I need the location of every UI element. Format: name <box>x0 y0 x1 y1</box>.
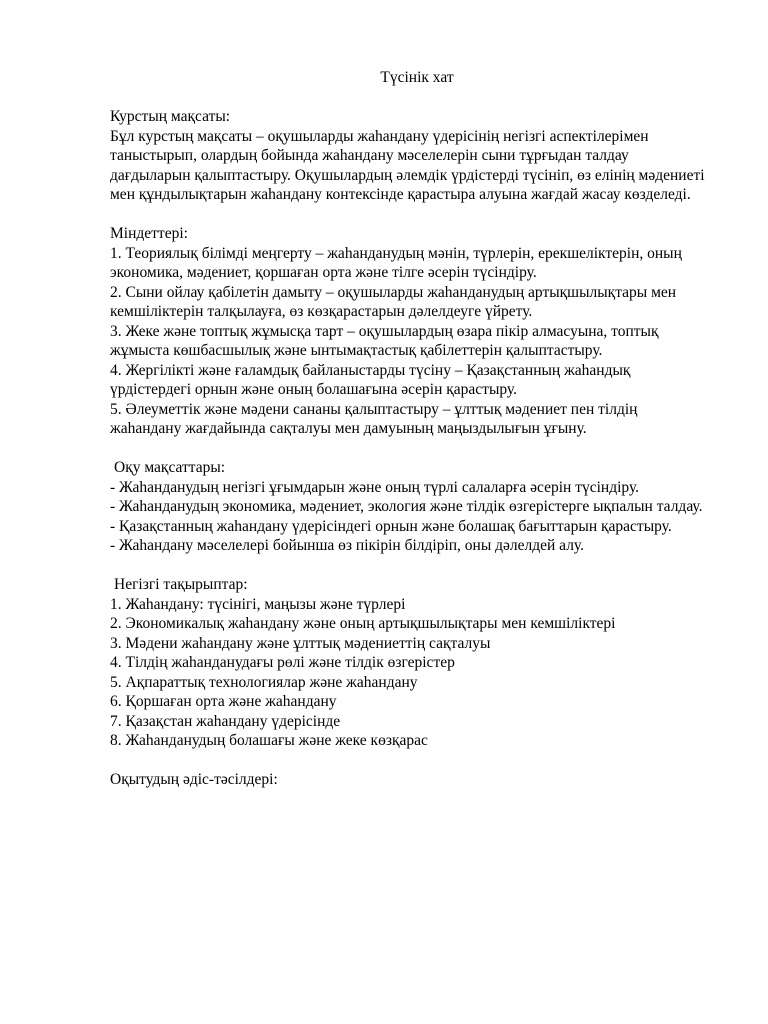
learning-goal-item: - Жаһанданудың экономика, мәдениет, экология және тілдік өзгерістерге ықпалын талдау. <box>110 498 703 515</box>
learning-goal-item: - Қазақстанның жаһандану үдерісіндегі орнын және болашақ бағыттарын қарастыру. <box>110 517 672 535</box>
purpose-text: Бұл курстың мақсаты – оқушыларды жаһандану үдерісінің негізгі аспектілерімен таныстырып, олардың бойында жаһандану мәселелерін сыни тұрғыдан талдау дағдыларын қалыптастыру. Оқушылардың әлемдік үрдістерді түсініп, өз елінің мәдениеті мен құндылықтарын жаһандану контексінде қарастыра алуына жағдай жасау көзделеді. <box>110 127 705 203</box>
document-body <box>110 68 710 790</box>
learning-goal-item: - Жаһандану мәселелері бойынша өз пікірін білдіріп, оны дәлелдей алу. <box>110 537 584 554</box>
topic-item: 4. Тілдің жаһанданудағы рөлі және тілдік өзгерістер <box>110 654 455 671</box>
topic-item: 7. Қазақстан жаһандану үдерісінде <box>110 712 341 730</box>
task-item: 3. Жеке және топтық жұмысқа тарт – оқушылардың өзара пікір алмасуына, топтық жұмыста көшбасшылық және ынтымақтастық қабілеттерін қалыптастыру. <box>110 322 659 359</box>
topic-item: 8. Жаһанданудың болашағы және жеке көзқарас <box>110 732 428 749</box>
topic-item: 1. Жаһандану: түсінігі, маңызы және түрлері <box>110 595 406 613</box>
learning-goal-item: - Жаһанданудың негізгі ұғымдарын және оның түрлі салаларға әсерін түсіндіру. <box>110 478 640 496</box>
tasks-heading: Міндеттері: <box>110 225 188 242</box>
spacer <box>110 556 710 576</box>
spacer <box>110 439 710 459</box>
spacer <box>110 751 710 771</box>
main-topics-heading: Негізгі тақырыптар: <box>114 576 248 593</box>
topic-item: 6. Қоршаған орта және жаһандану <box>110 693 337 710</box>
task-item: 5. Әлеуметтік және мәдени сананы қалыптастыру – ұлттық мәдениет пен тілдің жаһандану жағдайында сақталуы мен дамуының маңыздылығын ұғыну. <box>110 400 638 437</box>
topic-item: 3. Мәдени жаһандану және ұлттық мәдениеттің сақталуы <box>110 634 491 652</box>
spacer <box>110 205 710 225</box>
learning-goals-heading: Оқу мақсаттары: <box>114 459 226 476</box>
topic-item: 2. Экономикалық жаһандану және оның артықшылықтары мен кемшіліктері <box>110 615 616 632</box>
task-item: 2. Сыни ойлау қабілетін дамыту – оқушыларды жаһанданудың артықшылықтары мен кемшіліктерін талқылауға, өз көзқарастарын дәлелдеуге үйрету. <box>110 283 677 320</box>
topic-item: 5. Ақпараттық технологиялар және жаһандану <box>110 673 418 691</box>
methods-heading: Оқытудың әдіс-тәсілдері: <box>110 771 278 788</box>
document-title: Түсінік хат <box>380 69 454 86</box>
purpose-heading: Курстың мақсаты: <box>110 108 231 125</box>
task-item: 1. Теориялық білімді меңгерту – жаһанданудың мәнін, түрлерін, ерекшеліктерін, оның экономика, мәдениет, қоршаған орта және тілге әсерін түсіндіру. <box>110 244 682 281</box>
task-item: 4. Жергілікті және ғаламдық байланыстарды түсіну – Қазақстанның жаһандық үрдістердегі орнын және оның болашағына әсерін қарастыру. <box>110 361 631 398</box>
